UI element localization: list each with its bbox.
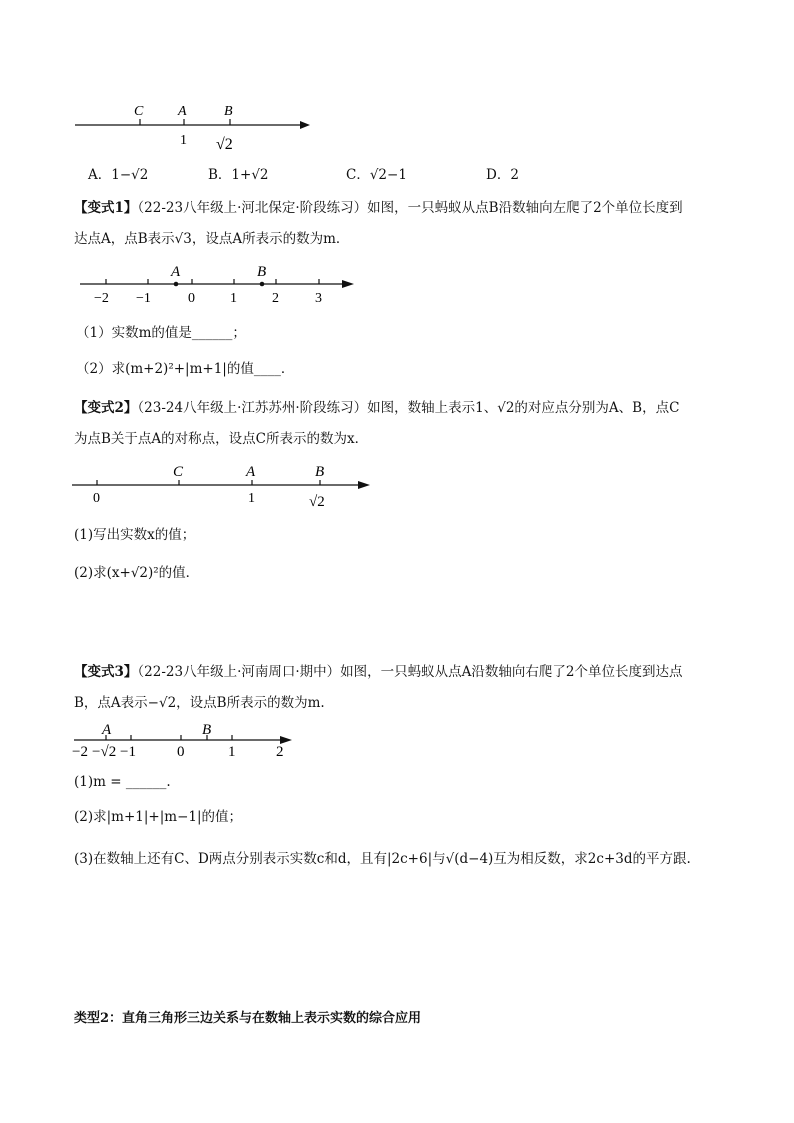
v3-line1 <box>74 662 683 682</box>
v3-label-B: B <box>202 722 212 738</box>
v1-number-line <box>76 262 366 310</box>
v1-point-B <box>260 282 265 287</box>
v1-q2: （2）求(m+2)²+|m+1|的值____． <box>76 361 295 377</box>
v3-q1: (1)m = ______. <box>74 774 171 790</box>
top-number-line <box>70 96 320 156</box>
v3-text1: （22-23八年级上·河南周口·期中）如图，一只蚂蚁从点A沿数轴向右爬了2个单位长度到达点 <box>137 664 683 680</box>
v3-tag: 【变式3】 <box>74 664 138 680</box>
v1-tag: 【变式1】 <box>74 200 138 216</box>
v2-tag: 【变式2】 <box>74 400 138 416</box>
v1-tick: 0 <box>188 291 195 306</box>
v3-tick: 1 <box>228 744 236 760</box>
v1-line2: 达点A，点B表示√3，设点A所表示的数为m． <box>74 231 350 247</box>
v2-tick-sqrt2: √2 <box>309 494 325 510</box>
v1-text1: （22-23八年级上·河北保定·阶段练习）如图，一只蚂蚁从点B沿数轴向左爬了2个单位长度到 <box>137 200 683 216</box>
v2-tick-1: 1 <box>248 491 255 506</box>
v3-tick: 2 <box>276 744 284 760</box>
v1-label-A: A <box>171 264 181 280</box>
tick-1: 1 <box>180 133 187 148</box>
option-b: B．1+√2 <box>208 167 269 183</box>
v1-tick: 1 <box>230 291 237 306</box>
v1-q1: （1）实数m的值是______； <box>76 325 246 341</box>
v3-q3: (3)在数轴上还有C、D两点分别表示实数c和d，且有|2c+6|与√(d−4)互为相反数，求2c+3d的平方跟. <box>74 851 691 867</box>
v1-label-B: B <box>257 264 267 280</box>
v1-tick: −1 <box>136 291 151 306</box>
v3-line2: B，点A表示−√2，设点B所表示的数为m. <box>74 695 325 711</box>
v2-q1: (1)写出实数x的值； <box>74 527 196 543</box>
v1-point-A <box>174 282 179 287</box>
tick-sqrt2: √2 <box>216 136 233 153</box>
label-B: B <box>224 104 233 119</box>
v3-tick: −2 <box>72 744 88 760</box>
label-A: A <box>178 104 187 119</box>
v3-number-line <box>70 722 300 760</box>
v2-q2: (2)求(x+√2)²的值． <box>74 565 200 581</box>
v2-label-B: B <box>315 464 325 480</box>
v2-number-line <box>70 460 380 512</box>
v1-tick: 3 <box>315 291 322 306</box>
v2-label-A: A <box>246 464 256 480</box>
v3-tick: −1 <box>120 744 136 760</box>
section-title: 类型2：直角三角形三边关系与在数轴上表示实数的综合应用 <box>74 1011 422 1026</box>
v2-text1: （23-24八年级上·江苏苏州·阶段练习）如图，数轴上表示1、√2的对应点分别为A、B，点C <box>137 400 680 416</box>
v1-tick: 2 <box>272 291 279 306</box>
option-d: D．2 <box>486 167 519 183</box>
v1-tick: −2 <box>94 291 109 306</box>
v2-line1 <box>74 398 679 418</box>
v3-tick: −√2 <box>92 744 117 760</box>
v2-tick-0: 0 <box>93 491 100 506</box>
option-a: A．1−√2 <box>88 167 149 183</box>
v3-q2: (2)求|m+1|+|m−1|的值； <box>74 809 243 825</box>
v1-line1 <box>74 198 683 218</box>
option-c: C．√2−1 <box>346 167 407 183</box>
label-C: C <box>134 104 144 119</box>
v2-line2: 为点B关于点A的对称点，设点C所表示的数为x． <box>74 431 369 447</box>
v2-label-C: C <box>173 464 184 480</box>
v3-label-A: A <box>102 722 112 738</box>
v3-tick: 0 <box>177 744 185 760</box>
